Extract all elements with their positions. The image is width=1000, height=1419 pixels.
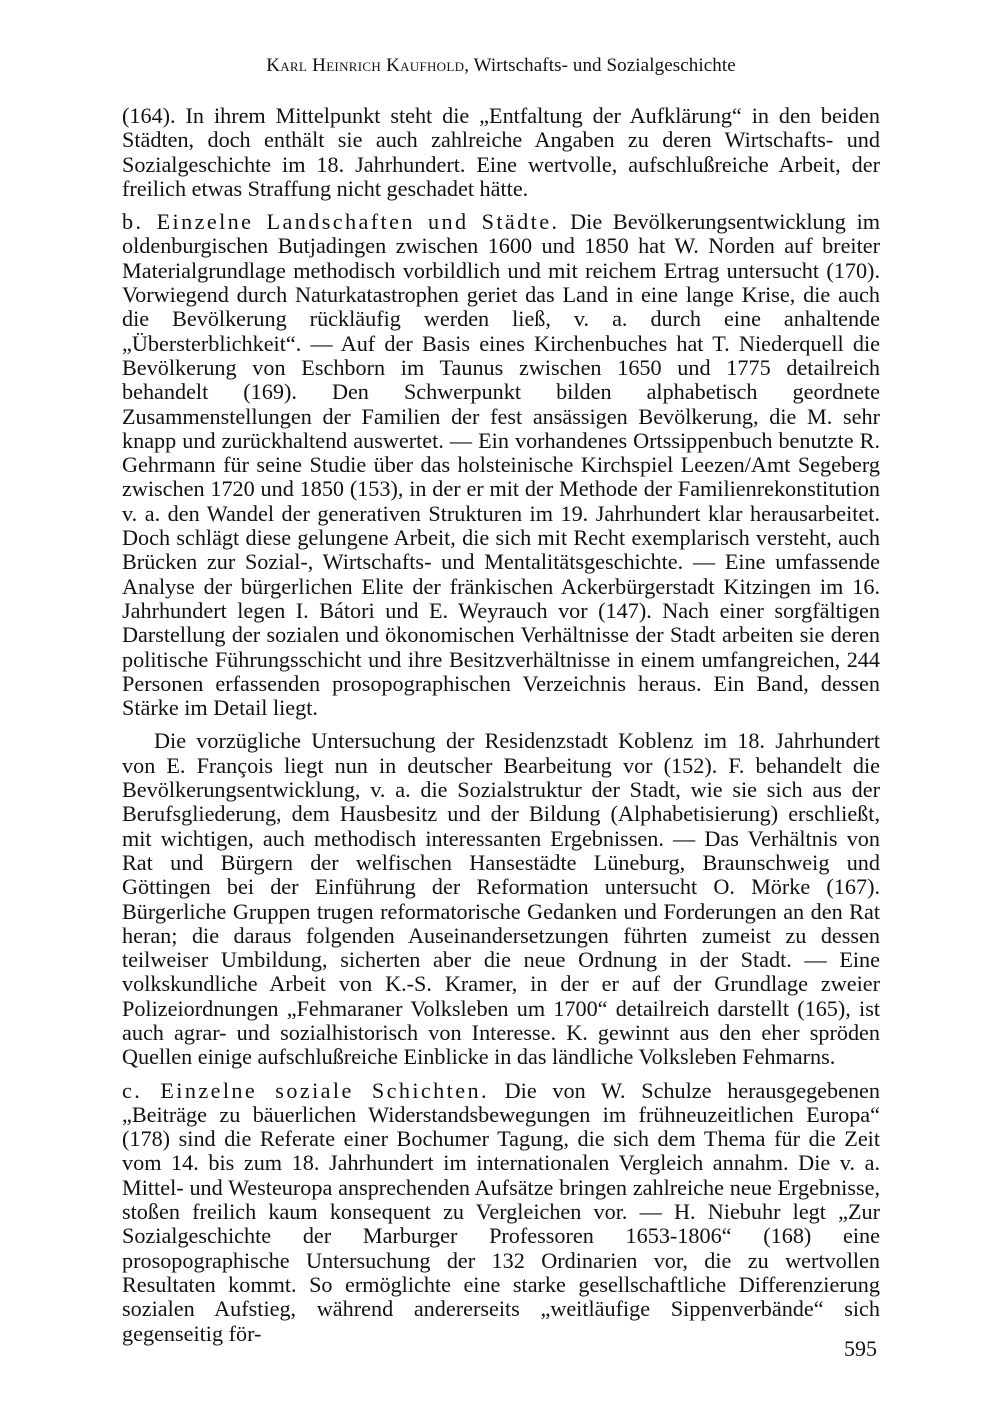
running-head-separator: , xyxy=(464,55,474,76)
paragraph-text: Die von W. Schulze herausgegebenen „Beiträge zu bäuerlichen Widerstandsbewegungen im frühneuzeitlichen Europa“ (178) sind die Referate einer Bochumer Tagung, die sich dem Thema für die Zeit vom 14. bis zum 18. Jahrhundert im internationalen Vergleich annahm. Die v. a. Mittel- und Westeuropa ansprechenden Aufsätze bringen zahlreiche neue Ergebnisse, stoßen freilich kaum konsequent zu Vergleichen vor. — H. Niebuhr legt „Zur Sozialgeschichte der Marburger Professoren 1653-1806“ (168) eine prosopographische Untersuchung der 132 Ordinarien vor, die zu wertvollen Resultaten kommt. So ermöglichte eine starke gesellschaftliche Differenzierung sozialen Aufstieg, während andererseits „weitläufige Sippenverbände“ sich gegenseitig för- xyxy=(122,1077,880,1346)
section-heading-schichten: c. Einzelne soziale Schichten. xyxy=(122,1077,489,1103)
paragraph-1 xyxy=(122,104,880,201)
paragraph-text: (164). In ihrem Mittelpunkt steht die „Entfaltung der Aufklärung“ in den beiden Städten, doch enthält sie auch zahlreiche Angaben zu deren Wirtschafts- und Sozialgeschichte im 18. Jahrhundert. Eine wertvolle, aufschlußreiche Arbeit, der freilich etwas Straffung nicht geschadet hätte. xyxy=(122,103,880,201)
paragraph-text: Die Bevölkerungsentwicklung im oldenburgischen Butjadingen zwischen 1600 und 1850 hat W. Norden auf breiter Materialgrundlage methodisch vorbildlich und mit reichem Ertrag untersucht (170). Vorwiegend durch Naturkatastrophen geriet das Land in eine lange Krise, die auch die Bevölkerung rückläufig werden ließ, v. a. durch eine anhaltende „Übersterblichkeit“. — Auf der Basis eines Kirchenbuches hat T. Niederquell die Bevölkerung von Eschborn im Taunus zwischen 1650 und 1775 detailreich behandelt (169). Den Schwerpunkt bilden alphabetisch geordnete Zusammenstellungen der Familien der fest ansässigen Bevölkerung, die M. sehr knapp und zurückhaltend auswertet. — Ein vorhandenes Ortssippenbuch benutzte R. Gehrmann für seine Studie über das holsteinische Kirchspiel Leezen/Amt Segeberg zwischen 1720 und 1850 (153), in der er mit der Methode der Familienrekonstitution v. a. den Wandel der generativen Strukturen im 19. Jahrhundert klar herausarbeitet. Doch schlägt diese gelungene Arbeit, die sich mit Recht exemplarisch versteht, auch Brücken zur Sozial-, Wirtschafts- und Mentalitätsgeschichte. — Eine umfassende Analyse der bürgerlichen Elite der fränkischen Ackerbürgerstadt Kitzingen im 16. Jahrhundert legen I. Bátori und E. Weyrauch vor (147). Nach einer sorgfältigen Darstellung der sozialen und ökonomischen Verhältnisse der Stadt arbeiten sie deren politische Führungsschicht und ihre Besitzverhältnisse in einem umfangreichen, 244 Personen erfassenden prosopographischen Verzeichnis heraus. Ein Band, dessen Stärke im Detail liegt. xyxy=(122,209,880,721)
page-body xyxy=(122,54,880,1355)
paragraph-text: Die vorzügliche Untersuchung der Residenzstadt Koblenz im 18. Jahrhundert von E. François liegt nun in deutscher Bearbeitung vor (152). F. behandelt die Bevölkerungsentwicklung, v. a. die Sozialstruktur der Stadt, wie sie sich aus der Berufsgliederung, dem Hausbesitz und der Bildung (Alphabetisierung) erschließt, mit wichtigen, auch methodisch interessanten Ergebnissen. — Das Verhältnis von Rat und Bürgern der welfischen Hansestädte Lüneburg, Braunschweig und Göttingen bei der Einführung der Reformation untersucht O. Mörke (167). Bürgerliche Gruppen trugen reformatorische Gedanken und Forderungen an den Rat heran; die daraus folgenden Auseinandersetzungen führten zumeist zu dessen teilweiser Umbildung, sicherten aber die neue Ordnung in der Stadt. — Eine volkskundliche Arbeit von K.-S. Kramer, in der er auf der Grundlage zweier Polizeiordnungen „Fehmaraner Volksleben um 1700“ detailreich darstellt (165), ist auch agrar- und sozialhistorisch von Interesse. K. gewinnt aus den eher spröden Quellen einige aufschlußreiche Einblicke in das ländliche Volksleben Fehmarns. xyxy=(122,728,880,1070)
paragraph-3 xyxy=(122,729,880,1069)
paragraph-4 xyxy=(122,1079,880,1346)
paragraph-2 xyxy=(122,210,880,720)
running-head-title: Wirtschafts- und Sozialgeschichte xyxy=(473,55,736,76)
page-number: 595 xyxy=(844,1336,877,1361)
running-head-author: Karl Heinrich Kaufhold xyxy=(266,55,465,76)
section-heading-landschaften: b. Einzelne Landschaften und Städte. xyxy=(122,209,560,235)
running-head xyxy=(122,54,880,78)
